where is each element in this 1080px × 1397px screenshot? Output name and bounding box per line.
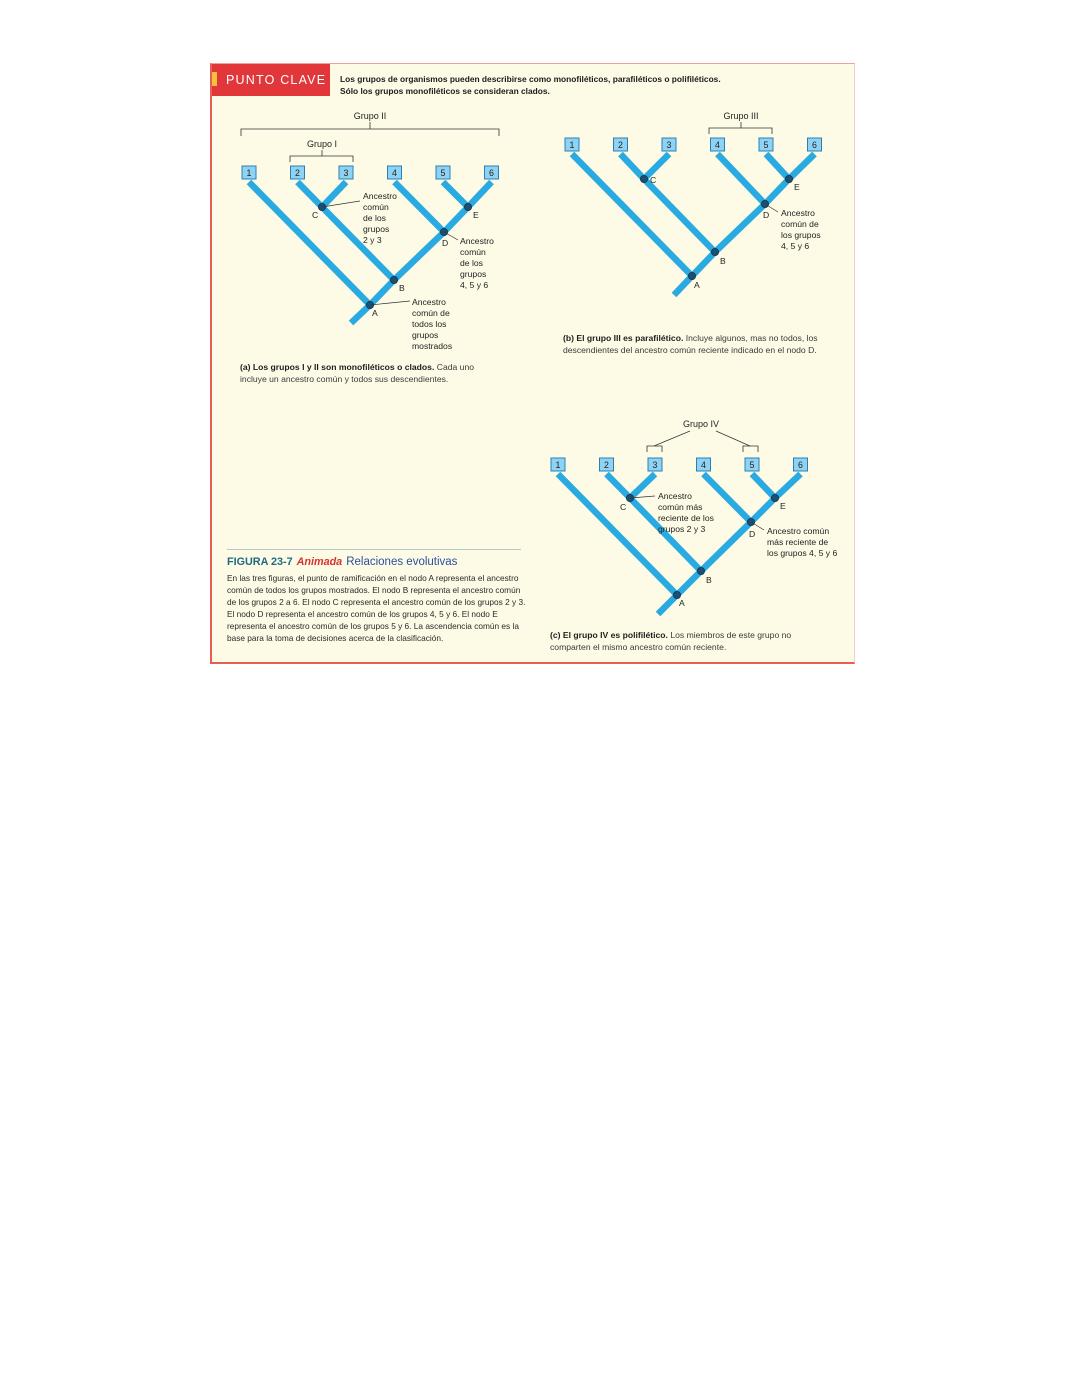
tree-a-node-b xyxy=(390,276,397,283)
key-point-line-1: Los grupos de organismos pueden describirse como monofiléticos, parafiléticos o polifiléticos. xyxy=(340,74,721,84)
tree-b-annotation-d-line: 4, 5 y 6 xyxy=(781,241,810,251)
tree-c-tip-3-label: 3 xyxy=(652,460,658,470)
tree-a-label-grupo-ii: Grupo II xyxy=(353,111,387,121)
tree-b-tip-2-label: 2 xyxy=(618,140,623,150)
tree-c-annotation-c-line: común más xyxy=(658,502,703,512)
figure-number: FIGURA 23-7 xyxy=(227,556,293,568)
figure-body-text: En las tres figuras, el punto de ramificación en el nodo A representa el ancestro común de todos los grupos mostrados. El nodo B representa el ancestro común de los grupos 2 a 6. El nodo C representa el ancestro común de los grupos 2 y 3. El nodo D representa el ancestro común de los grupos 4, 5 y 6. El nodo E representa el ancestro común de los grupos 5 y 6. La ascendencia común es la base para la toma de decisiones acerca de la clasificación. xyxy=(227,573,526,643)
tree-a-branch-4 xyxy=(395,182,445,232)
tree-c-annotation-c-line: Ancestro xyxy=(658,491,692,501)
tree-a-branch-2 xyxy=(298,182,323,207)
key-point-panel xyxy=(210,63,855,664)
tree-a-tip-5-label: 5 xyxy=(440,168,446,178)
tree-b-branch-3 xyxy=(644,154,669,179)
tree-b-branch-4 xyxy=(718,154,766,204)
tree-a-annotation-c-line: grupos xyxy=(363,224,390,234)
tree-a-annotation-a-line: grupos xyxy=(412,330,439,340)
tree-a-node-e xyxy=(464,203,471,210)
tree-b-tip-6-label: 6 xyxy=(812,140,817,150)
tree-c-node-label-a: A xyxy=(679,598,685,608)
tree-b-branch-1 xyxy=(572,154,692,276)
tree-c-pointer-right xyxy=(716,431,750,446)
tree-a-annotation-d-line: común xyxy=(460,247,486,257)
tree-c-annotation-c-line: grupos 2 y 3 xyxy=(658,524,706,534)
tree-c-branch-6 xyxy=(775,474,801,498)
tree-b-branch-a-b xyxy=(692,252,715,276)
caption-b-bold: (b) El grupo III es parafilético. xyxy=(563,333,684,343)
figure-divider xyxy=(227,549,521,550)
tree-a-node-label-c: C xyxy=(312,210,319,220)
tree-a-annotation-a-line: todos los xyxy=(412,319,447,329)
tree-c-node-label-b: B xyxy=(706,575,712,585)
tree-c-tip-2-label: 2 xyxy=(604,460,609,470)
figure-main-title: Relaciones evolutivas xyxy=(346,556,458,568)
tree-a-annotation-c-line: 2 y 3 xyxy=(363,235,382,245)
tree-c-node-label-e: E xyxy=(780,501,786,511)
tree-b-bracket-grupo-iii xyxy=(709,128,772,134)
tree-c-annotation-d-line: Ancestro común xyxy=(767,526,830,536)
tree-b-label-grupo-iii: Grupo III xyxy=(723,111,759,121)
tree-a-tip-1-label: 1 xyxy=(246,168,252,178)
key-point-badge: PUNTO CLAVE xyxy=(212,64,330,96)
tree-c-pointer-left xyxy=(654,431,690,446)
tree-a-annotation-c-line: de los xyxy=(363,213,386,223)
tree-c-annotation-d-line: más reciente de xyxy=(767,537,829,547)
tree-c-node-label-c: C xyxy=(620,502,627,512)
tree-b-annotation-d-line: común de xyxy=(781,219,819,229)
tree-c-node-b xyxy=(697,567,704,574)
tree-a-tip-3-label: 3 xyxy=(343,168,349,178)
tree-b-tip-1-label: 1 xyxy=(569,140,575,150)
tree-a-node-label-d: D xyxy=(442,238,449,248)
tree-a-annotation-a-line: mostrados xyxy=(412,341,453,351)
tree-c-annotation-c-line: reciente de los xyxy=(658,513,714,523)
tree-b-annotation-d-line: Ancestro xyxy=(781,208,815,218)
tree-c-tip-5-label: 5 xyxy=(749,460,755,470)
tree-a-node-label-b: B xyxy=(399,283,405,293)
caption-c-bold: (c) El grupo IV es polifilético. xyxy=(550,630,668,640)
tree-b-branch-b-d xyxy=(715,204,765,252)
tree-a-annotation-d-line: 4, 5 y 6 xyxy=(460,280,489,290)
tree-c-bracket-5 xyxy=(743,446,758,452)
tree-a-annotation-a-line: Ancestro xyxy=(412,297,446,307)
tree-b-tip-4-label: 4 xyxy=(715,140,720,150)
tree-a-branch-a-b xyxy=(370,280,394,305)
tree-c-branch-d-e xyxy=(751,498,775,522)
tree-c-label-grupo-iv: Grupo IV xyxy=(682,419,720,429)
tree-b-annotation-d-line: los grupos xyxy=(781,230,821,240)
tree-c-branch-3 xyxy=(630,474,655,498)
tree-a-annotation-d-line: grupos xyxy=(460,269,487,279)
tree-c-tip-4-label: 4 xyxy=(701,460,706,470)
tree-a-branch-1 xyxy=(249,182,370,305)
tree-b-node-c xyxy=(640,175,647,182)
tree-b-node-e xyxy=(785,175,792,182)
key-point-line-2: Sólo los grupos monofiléticos se consideran clados. xyxy=(340,86,550,96)
caption-b xyxy=(563,332,818,356)
tree-a-tip-6-label: 6 xyxy=(489,168,494,178)
tree-a-annotation-d-line: Ancestro xyxy=(460,236,494,246)
tree-c-branch-b-d xyxy=(701,522,751,571)
tree-a-bracket-grupo-i xyxy=(290,156,353,162)
tree-a-annotation-d-line: de los xyxy=(460,258,483,268)
tree-b-node-b xyxy=(711,248,718,255)
tree-c-root-branch xyxy=(658,595,677,614)
tree-b-tip-3-label: 3 xyxy=(666,140,672,150)
tree-a-node-label-e: E xyxy=(473,210,479,220)
caption-a xyxy=(240,361,495,385)
tree-a-tip-4-label: 4 xyxy=(392,168,397,178)
figure-title xyxy=(227,556,457,568)
tree-c-node-label-d: D xyxy=(749,529,756,539)
tree-c-branch-a-b xyxy=(677,571,701,595)
tree-a-branch-3 xyxy=(322,182,346,207)
tree-b-node-label-b: B xyxy=(720,256,726,266)
tree-a-annotation-c-line: Ancestro xyxy=(363,191,397,201)
tree-b-branch-2 xyxy=(621,154,645,179)
tree-a-branch-6 xyxy=(468,182,492,207)
tree-a-bracket-grupo-ii xyxy=(241,129,499,136)
tree-c-tip-1-label: 1 xyxy=(555,460,561,470)
tree-b-node-label-e: E xyxy=(794,182,800,192)
caption-a-text: Cada uno incluye un ancestro común y todos sus descendientes. xyxy=(240,362,475,384)
tree-b-branch-5 xyxy=(766,154,789,179)
tree-b-node-label-a: A xyxy=(694,280,700,290)
tree-a-branch-b-d xyxy=(394,232,444,280)
tree-a-annotation-a-line: común de xyxy=(412,308,450,318)
tree-b-node-label-c: C xyxy=(650,175,657,185)
figure-animated-tag: Animada xyxy=(296,556,343,568)
tree-b-node-label-d: D xyxy=(763,210,770,220)
tree-c-tip-6-label: 6 xyxy=(798,460,803,470)
caption-c xyxy=(550,629,820,653)
caption-a-bold: (a) Los grupos I y II son monofiléticos o clados. xyxy=(240,362,435,372)
caption-c-text: Los miembros de este grupo no comparten el mismo ancestro común reciente. xyxy=(550,630,792,652)
tree-a-label-grupo-i: Grupo I xyxy=(306,139,338,149)
tree-c-branch-2 xyxy=(607,474,631,498)
tree-b-branch-6 xyxy=(789,154,815,179)
tree-c-annotation-d-line: los grupos 4, 5 y 6 xyxy=(767,548,838,558)
caption-b-text: Incluye algunos, mas no todos, los descendientes del ancestro común reciente indicado en el nodo D. xyxy=(563,333,818,355)
tree-c-bracket-3 xyxy=(647,446,662,452)
tree-a-tip-2-label: 2 xyxy=(295,168,300,178)
tree-a-branch-d-e xyxy=(444,207,468,232)
tree-b-node-a xyxy=(688,272,695,279)
tree-a-node-label-a: A xyxy=(372,308,378,318)
tree-a-branch-5 xyxy=(443,182,468,207)
tree-c-branch-5 xyxy=(752,474,775,498)
tree-c-node-e xyxy=(771,494,778,501)
tree-b-branch-d-e xyxy=(765,179,789,204)
tree-a-annotation-c-line: común xyxy=(363,202,389,212)
tree-b-tip-5-label: 5 xyxy=(763,140,769,150)
